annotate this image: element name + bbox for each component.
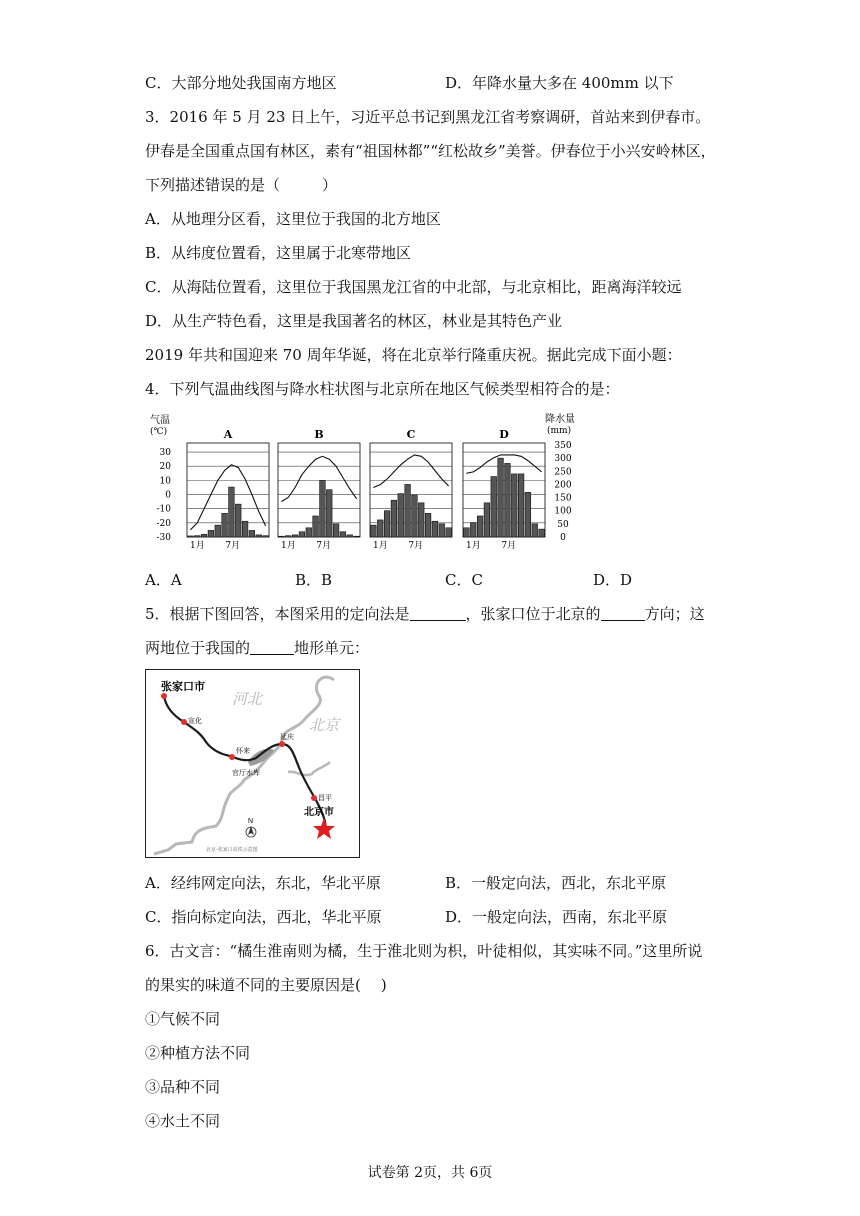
precip-bar — [215, 525, 221, 537]
precip-bar — [279, 536, 285, 537]
x-tick-label: 1月 — [466, 541, 481, 550]
precip-bar — [340, 532, 346, 537]
x-tick-label: 1月 — [373, 541, 388, 550]
climate-panel-C — [370, 428, 452, 550]
precip-bar — [320, 480, 326, 537]
label-beijing-region: 北京 — [309, 717, 340, 734]
map-caption: 北京-张家口高铁示意图 — [206, 847, 258, 853]
precip-bar — [518, 474, 524, 537]
precip-bar — [425, 513, 431, 537]
temp-tick-label: 10 — [159, 476, 171, 487]
precip-bar — [222, 513, 228, 537]
temp-tick-label: 30 — [159, 448, 171, 459]
q6-item: ③品种不同 — [145, 1078, 221, 1096]
precip-bar — [464, 528, 470, 537]
precip-bar — [398, 494, 404, 537]
station-zhangjiakou — [161, 693, 167, 699]
q3-stem-line2: 伊春是全国重点国有林区，素有“祖国林都”“红松故乡”美誉。伊春位于小兴安岭林区， — [145, 142, 716, 160]
station-huailai — [229, 754, 235, 760]
temp-tick-label: -20 — [156, 518, 171, 529]
precip-bar — [377, 520, 383, 537]
temp-tick-label: 0 — [165, 490, 171, 501]
q6-stem-line1: 6．古文言：“橘生淮南则为橘，生于淮北则为枳，叶徒相似，其实味不同。”这里所说 — [145, 942, 703, 960]
x-tick-label: 7月 — [225, 541, 241, 550]
precip-bar — [354, 536, 360, 537]
precip-bar — [313, 516, 319, 537]
precip-bar — [292, 535, 298, 537]
label-huailai: 怀来 — [236, 748, 250, 755]
precip-bar — [326, 490, 332, 537]
q4-option-d: D．D — [593, 571, 633, 589]
q5-option-c: C．指向标定向法，西北，华北平原 — [145, 908, 382, 926]
precip-bar — [333, 524, 339, 537]
precip-bar — [256, 535, 262, 537]
panel-title: D — [499, 428, 509, 441]
precip-axis-title: 降水量 — [545, 414, 575, 425]
q6-item: ④水土不同 — [145, 1112, 221, 1130]
x-tick-label: 1月 — [281, 541, 296, 550]
railway-route — [164, 696, 326, 832]
climate-panel-A — [187, 428, 269, 550]
station-xuanhua — [181, 719, 187, 725]
label-hebei: 河北 — [232, 691, 263, 708]
precip-axis-unit: (mm) — [547, 426, 572, 436]
precip-tick-label: 150 — [554, 493, 572, 504]
station-changping — [311, 795, 317, 801]
climate-panel-D — [463, 428, 545, 550]
label-xuanhua: 宣化 — [188, 718, 202, 725]
q2-option-d: D．年降水量大多在 400mm 以下 — [445, 74, 674, 92]
q5-stem-line1: 5．根据下图回答，本图采用的定向法是 ，张家口位于北京的 方向；这 — [145, 605, 705, 623]
temp-tick-label: -10 — [156, 504, 171, 515]
precip-bar — [263, 536, 269, 537]
precip-tick-label: 200 — [554, 480, 572, 491]
label-zhangjiakou: 张家口市 — [161, 681, 205, 693]
temperature-curve — [373, 455, 448, 488]
precip-tick-label: 350 — [554, 441, 572, 451]
q4-option-c: C．C — [445, 571, 483, 589]
temp-axis-title: 气温 — [150, 415, 170, 426]
precip-bar — [384, 511, 390, 537]
precip-bar — [249, 530, 255, 537]
precip-bar — [532, 524, 538, 537]
q5-option-d: D．一般定向法，西南，东北平原 — [445, 908, 668, 926]
q3-stem-line3: 下列描述错误的是（ ） — [145, 176, 338, 194]
q6-item: ①气候不同 — [145, 1010, 221, 1028]
panel-title: B — [314, 428, 324, 441]
precip-bar — [306, 528, 312, 537]
precip-bar — [229, 487, 235, 537]
precip-bar — [299, 532, 305, 537]
q6-stem-line2: 的果实的味道不同的主要原因是( ) — [145, 976, 387, 994]
q3-option-a: A．从地理分区看，这里位于我国的北方地区 — [145, 210, 441, 228]
precip-bar — [484, 503, 490, 537]
temp-tick-label: -30 — [156, 533, 171, 543]
precip-bar — [194, 536, 200, 537]
panel-title: A — [223, 428, 233, 441]
precip-bar — [539, 529, 545, 537]
precip-bar — [525, 492, 531, 537]
x-tick-label: 1月 — [190, 541, 205, 550]
precip-bar — [391, 500, 397, 537]
q3-stem-line1: 3．2016 年 5 月 23 日上午，习近平总书记到黑龙江省考察调研，首站来到伊春市。 — [145, 108, 711, 126]
label-guanting: 官厅水库 — [232, 770, 260, 777]
answer-blank-2 — [601, 605, 645, 621]
precip-bar — [347, 535, 353, 537]
temp-axis-unit: (℃) — [150, 427, 168, 437]
precip-bar — [446, 528, 452, 537]
label-changping: 昌平 — [318, 795, 332, 802]
label-beijing-city: 北京市 — [304, 807, 334, 818]
precip-bar — [208, 530, 214, 537]
q3-option-d: D．从生产特色看，这里是我国著名的林区，林业是其特色产业 — [145, 312, 563, 330]
q3-option-c: C．从海陆位置看，这里位于我国黑龙江省的中北部，与北京相比，距离海洋较远 — [145, 278, 682, 296]
svg-text:N: N — [248, 818, 254, 825]
north-arrow-icon — [246, 818, 256, 837]
x-tick-label: 7月 — [501, 541, 517, 550]
page-footer: 试卷第 2页，共 6页 — [367, 1165, 493, 1181]
q2-option-c: C．大部分地处我国南方地区 — [145, 74, 337, 92]
beijing-star-icon — [313, 818, 335, 839]
precip-bar — [412, 495, 418, 537]
temp-tick-label: 20 — [159, 462, 171, 473]
q5-option-a: A．经纬网定向法，东北，华北平原 — [145, 874, 381, 892]
precip-bar — [498, 458, 504, 537]
q3-option-b: B．从纬度位置看，这里属于北寒带地区 — [145, 244, 412, 262]
precip-bar — [511, 474, 517, 537]
q5-option-b: B．一般定向法，西北，东北平原 — [445, 874, 667, 892]
q4-stem: 4．下列气温曲线图与降水柱状图与北京所在地区气候类型相符合的是： — [145, 380, 620, 398]
rail-map — [145, 669, 360, 858]
precip-bar — [477, 516, 483, 537]
precip-bar — [285, 536, 291, 537]
precip-tick-label: 50 — [557, 519, 569, 530]
temperature-curve — [466, 455, 541, 473]
precip-bar — [242, 521, 248, 537]
precip-bar — [505, 463, 511, 537]
q4-option-a: A．A — [145, 571, 182, 589]
precip-bar — [201, 534, 207, 537]
precip-tick-label: 0 — [560, 533, 566, 543]
precip-bar — [188, 536, 194, 537]
precip-bar — [432, 521, 438, 537]
answer-blank-1 — [410, 605, 466, 621]
panel-title: C — [406, 428, 416, 441]
q5-stem-line2: 两地位于我国的 地形单元： — [145, 639, 370, 657]
temperature-curve — [190, 465, 265, 530]
x-tick-label: 7月 — [408, 541, 424, 550]
label-yanqing: 延庆 — [280, 734, 294, 741]
precip-tick-label: 300 — [554, 454, 572, 465]
precip-tick-label: 250 — [554, 467, 572, 478]
answer-blank-3 — [250, 639, 294, 655]
x-tick-label: 7月 — [316, 541, 332, 550]
precip-bar — [371, 525, 377, 537]
climate-charts — [145, 410, 585, 550]
precip-bar — [491, 477, 497, 537]
precip-bar — [418, 503, 424, 537]
climate-panel-B — [278, 428, 360, 550]
precip-bar — [439, 524, 445, 537]
q4-option-b: B．B — [295, 571, 333, 589]
q6-item: ②种植方法不同 — [145, 1044, 251, 1062]
precip-tick-label: 100 — [554, 506, 572, 517]
station-yanqing — [279, 741, 285, 747]
precip-bar — [405, 484, 411, 537]
section-intro: 2019 年共和国迎来 70 周年华诞，将在北京举行隆重庆祝。据此完成下面小题： — [145, 346, 682, 364]
precip-bar — [235, 504, 241, 537]
precip-bar — [470, 523, 476, 537]
